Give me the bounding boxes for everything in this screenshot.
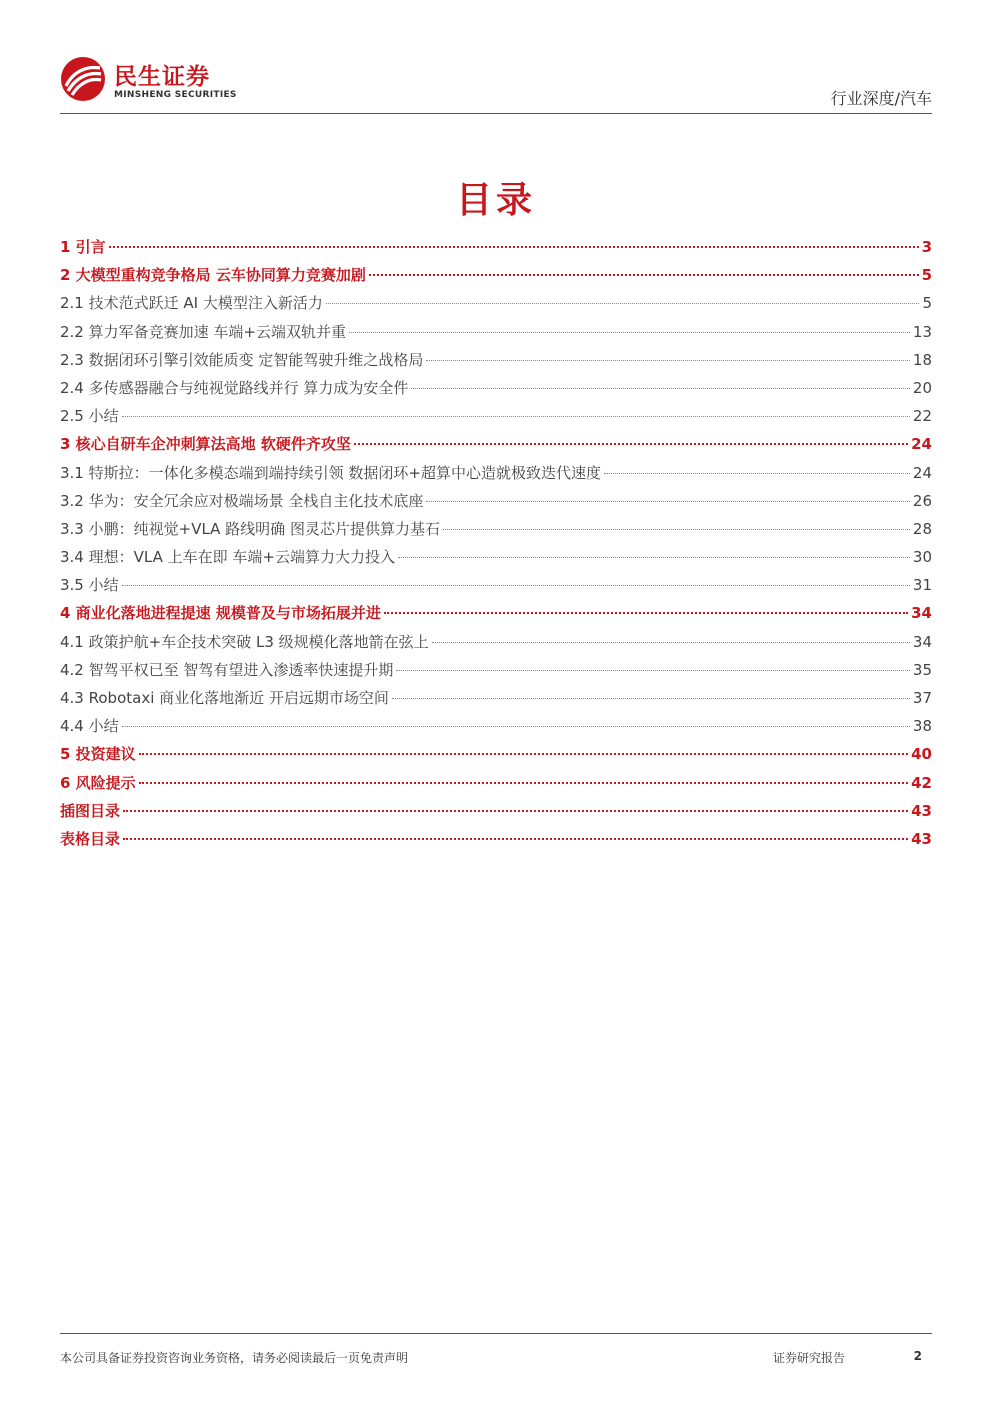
toc-dot-leader (123, 838, 908, 840)
minsheng-logo-icon (60, 56, 106, 102)
toc-dot-leader (392, 698, 910, 699)
toc-entry-page: 5 (922, 294, 932, 313)
toc-entry-label: 4.3 Robotaxi 商业化落地渐近 开启远期市场空间 (60, 689, 389, 707)
toc-entry[interactable] (60, 631, 932, 659)
toc-entry-label: 3.1 特斯拉：一体化多模态端到端持续引领 数据闭环+超算中心造就极致迭代速度 (60, 463, 601, 482)
toc-entry[interactable] (60, 800, 932, 828)
toc-entry-label: 3.4 理想：VLA 上车在即 车端+云端算力大力投入 (60, 548, 395, 567)
toc-entry-page: 26 (912, 491, 932, 510)
toc-dot-leader (426, 360, 910, 361)
footer-doc-type: 证券研究报告 (773, 1351, 846, 1365)
toc-entry-label: 4.2 智驾平权已至 智驾有望进入渗透率快速提升期 (60, 660, 394, 679)
footer-disclaimer: 本公司具备证券投资咨询业务资格，请务必阅读最后一页免责声明 (60, 1351, 409, 1365)
footer-divider (60, 1333, 932, 1334)
toc-dot-leader (369, 274, 919, 276)
toc-dot-leader (354, 443, 908, 445)
toc-entry-page: 34 (911, 604, 932, 623)
toc-entry[interactable] (60, 574, 932, 602)
toc-dot-leader (139, 782, 908, 784)
toc-entry-page: 35 (912, 660, 932, 679)
toc-entry-label: 3.2 华为：安全冗余应对极端场景 全栈自主化技术底座 (60, 491, 424, 510)
toc-entry[interactable] (60, 349, 932, 377)
toc-dot-leader (426, 501, 910, 502)
toc-entry-page: 34 (912, 632, 932, 651)
toc-entry[interactable] (60, 546, 932, 574)
toc-entry-page: 37 (912, 689, 932, 707)
toc-entry-page: 22 (912, 407, 932, 426)
toc-entry-page: 24 (912, 463, 932, 482)
toc-entry[interactable] (60, 715, 932, 743)
toc-entry-page: 20 (912, 378, 932, 397)
toc-dot-leader (432, 642, 910, 643)
toc-entry[interactable] (60, 602, 932, 630)
toc-entry[interactable] (60, 743, 932, 771)
toc-entry[interactable] (60, 687, 932, 715)
toc-entry-label: 表格目录 (60, 829, 121, 848)
toc-dot-leader (122, 585, 910, 586)
table-of-contents (60, 236, 932, 856)
toc-entry[interactable] (60, 659, 932, 687)
toc-entry-label: 4.4 小结 (60, 717, 119, 736)
toc-entry-label: 2.4 多传感器融合与纯视觉路线并行 算力成为安全件 (60, 378, 409, 397)
toc-entry[interactable] (60, 518, 932, 546)
toc-entry-page: 24 (911, 435, 932, 454)
toc-dot-leader (326, 303, 920, 304)
toc-dot-leader (122, 726, 910, 727)
toc-dot-leader (396, 670, 910, 671)
toc-entry[interactable] (60, 828, 932, 856)
toc-dot-leader (139, 753, 908, 755)
toc-title: 目录 (455, 180, 536, 221)
toc-entry-label: 6 风险提示 (60, 773, 136, 792)
toc-entry-label: 3 核心自研车企冲刺算法高地 软硬件齐攻坚 (60, 435, 351, 454)
toc-entry-label: 3.5 小结 (60, 576, 119, 595)
toc-entry-label: 5 投资建议 (60, 745, 136, 764)
toc-entry-page: 13 (912, 322, 932, 341)
toc-entry-page: 30 (912, 548, 932, 567)
toc-entry[interactable] (60, 405, 932, 433)
logo-english-name: MINSHENG SECURITIES (114, 90, 237, 100)
toc-entry-page: 43 (911, 829, 932, 848)
toc-entry-label: 4 商业化落地进程提速 规模普及与市场拓展并进 (60, 604, 381, 623)
logo-chinese-name: 民生证券 (114, 64, 210, 90)
toc-entry[interactable] (60, 433, 932, 461)
company-logo (60, 56, 320, 106)
toc-entry-label: 2.5 小结 (60, 407, 119, 426)
header-divider (60, 113, 932, 114)
toc-entry-label: 插图目录 (60, 801, 121, 820)
toc-entry-page: 31 (912, 576, 932, 595)
toc-entry-label: 2 大模型重构竞争格局 云车协同算力竞赛加剧 (60, 266, 366, 285)
toc-dot-leader (384, 612, 908, 614)
report-category: 行业深度/汽车 (830, 89, 932, 108)
toc-entry[interactable] (60, 377, 932, 405)
toc-entry[interactable] (60, 321, 932, 349)
toc-entry-page: 38 (912, 717, 932, 736)
toc-entry-page: 18 (912, 350, 932, 369)
page-header (60, 56, 932, 114)
toc-dot-leader (349, 332, 910, 333)
toc-entry-page: 43 (911, 801, 932, 820)
toc-entry[interactable] (60, 236, 932, 264)
toc-dot-leader (398, 557, 910, 558)
toc-entry[interactable] (60, 490, 932, 518)
toc-dot-leader (411, 388, 910, 389)
toc-entry-page: 40 (911, 745, 932, 764)
toc-dot-leader (604, 473, 910, 474)
toc-dot-leader (122, 416, 910, 417)
toc-entry[interactable] (60, 462, 932, 490)
toc-entry-page: 3 (921, 238, 932, 256)
toc-entry-label: 3.3 小鹏：纯视觉+VLA 路线明确 图灵芯片提供算力基石 (60, 519, 440, 538)
toc-entry-label: 4.1 政策护航+车企技术突破 L3 级规模化落地箭在弦上 (60, 632, 429, 651)
toc-dot-leader (109, 246, 919, 248)
toc-entry-page: 28 (912, 519, 932, 538)
toc-entry-page: 42 (911, 773, 932, 792)
toc-dot-leader (443, 529, 910, 530)
toc-entry-label: 2.1 技术范式跃迁 AI 大模型注入新活力 (60, 294, 323, 313)
toc-entry-label: 2.2 算力军备竞赛加速 车端+云端双轨并重 (60, 322, 346, 341)
toc-dot-leader (123, 810, 908, 812)
toc-entry-page: 5 (921, 266, 932, 285)
toc-entry[interactable] (60, 264, 932, 292)
toc-entry[interactable] (60, 292, 932, 320)
footer-page-number: 2 (913, 1349, 922, 1363)
toc-entry-label: 2.3 数据闭环引擎引效能质变 定智能驾驶升维之战格局 (60, 350, 424, 369)
toc-entry[interactable] (60, 772, 932, 800)
toc-entry-label: 1 引言 (60, 238, 106, 256)
